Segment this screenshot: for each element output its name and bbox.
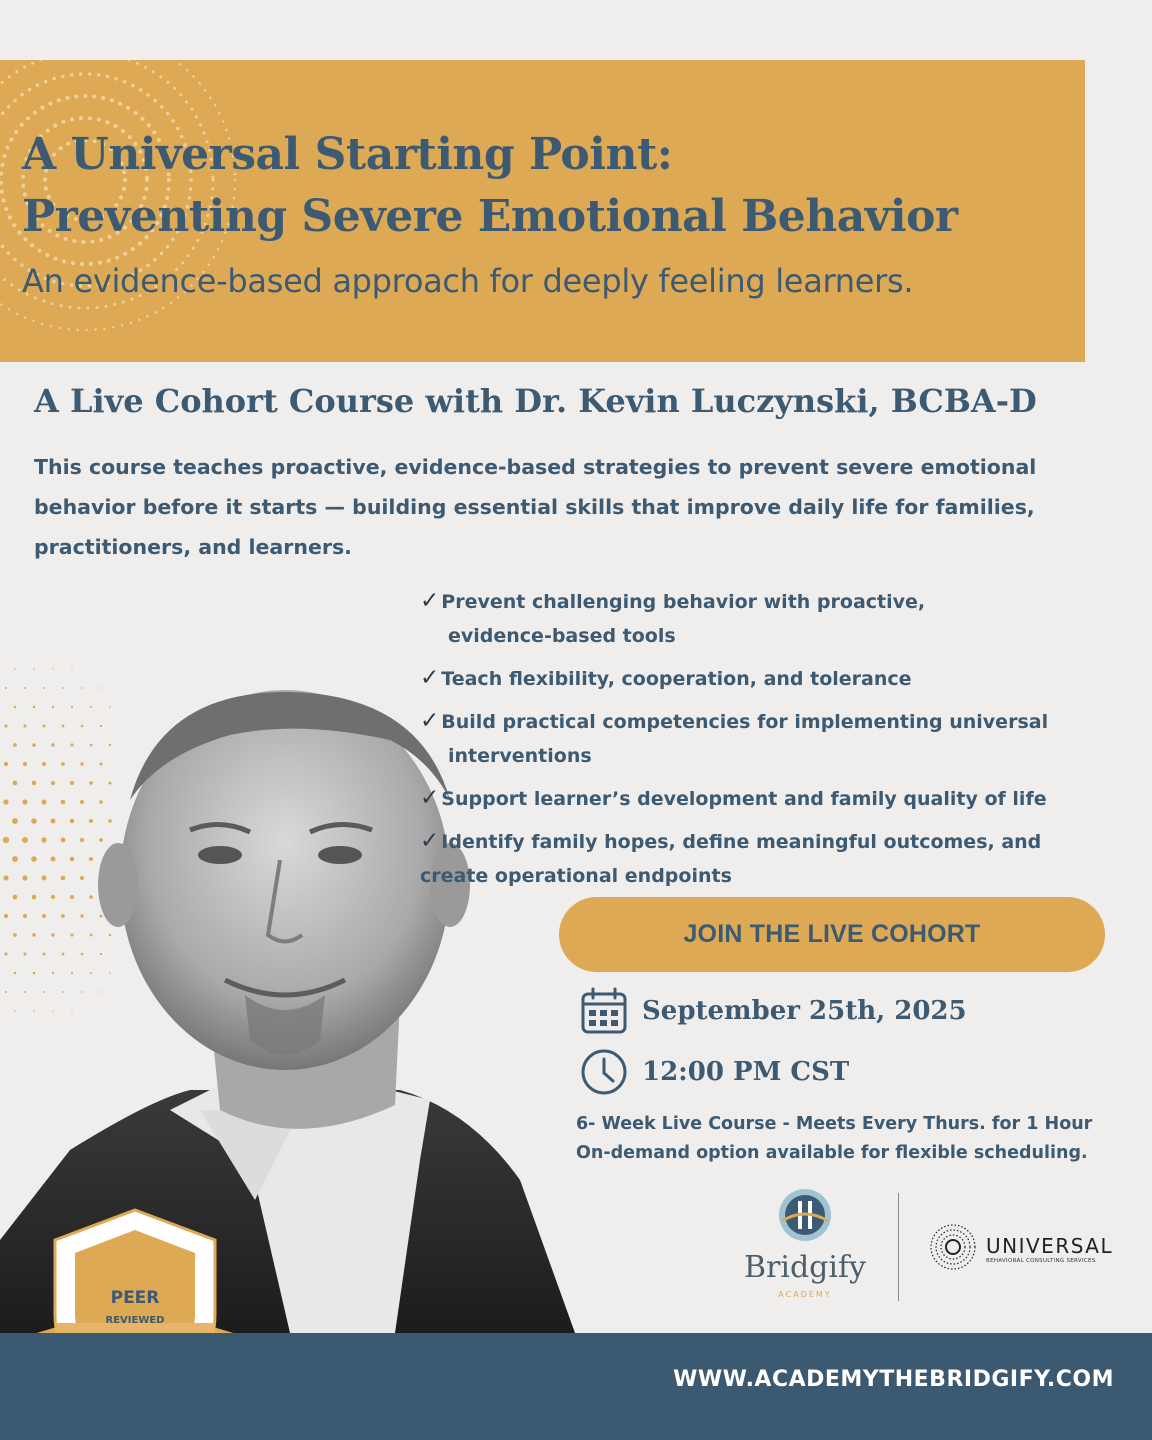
schedule-line-1: 6- Week Live Course - Meets Every Thurs. for 1 Hour [576,1114,1093,1134]
event-time-row [580,1048,849,1096]
page-subtitle: An evidence-based approach for deeply feeling learners. [22,262,914,300]
badge-line-2: REVIEWED [105,1315,165,1326]
checkmark-icon: ✓ [420,708,440,734]
schedule-line-2: On-demand option available for flexible scheduling. [576,1143,1088,1163]
bridgify-name: Bridgify [743,1250,867,1285]
checkmark-icon: ✓ [420,828,440,854]
schedule-details [576,1110,1092,1168]
page-title [22,124,958,248]
checkmark-icon: ✓ [420,785,440,811]
benefit-text-cont: interventions [448,745,592,767]
benefit-text: Build practical competencies for implementing universal [441,711,1049,733]
calendar-icon [580,987,628,1035]
course-instructor-heading: A Live Cohort Course with Dr. Kevin Luczynski, BCBA-D [34,382,1037,420]
benefit-item [420,584,1140,653]
join-cohort-button[interactable]: JOIN THE LIVE COHORT [559,897,1105,972]
universal-sub: BEHAVIORAL CONSULTING SERVICES [986,1258,1096,1264]
header-band [0,60,1085,362]
benefit-text: Identify family hopes, define meaningful outcomes, and [441,831,1042,853]
benefit-item [420,704,1140,773]
course-intro: This course teaches proactive, evidence-based strategies to prevent severe emotional behavior before it starts — building essential skills that improve daily life for families, practitioners, and learners. [34,455,1037,559]
title-line-2: Preventing Severe Emotional Behavior [22,191,958,242]
event-date: September 25th, 2025 [642,996,967,1026]
benefit-text-cont: evidence-based tools [448,625,676,647]
bridgify-sub: ACADEMY [778,1290,832,1299]
clock-icon [580,1048,628,1096]
universal-name: UNIVERSAL [986,1234,1114,1258]
event-time: 12:00 PM CST [642,1057,850,1087]
pattern-dot [14,668,16,670]
checkmark-icon: ✓ [420,588,440,614]
event-date-row [580,987,967,1035]
partner-logos [730,1185,1130,1315]
logo-divider [898,1193,899,1301]
title-line-1: A Universal Starting Point: [22,129,673,180]
bridgify-logo [730,1185,880,1255]
universal-logo [928,1222,978,1272]
benefit-text: Prevent challenging behavior with proactive, [441,591,926,613]
benefit-text-cont: create operational endpoints [420,865,732,887]
benefit-item [420,661,1140,696]
benefits-list [420,584,1140,901]
checkmark-icon: ✓ [420,665,440,691]
benefit-item [420,781,1140,816]
pattern-dot [71,668,72,669]
footer-bar [0,1333,1152,1440]
pattern-dot [52,668,53,669]
benefit-text: Support learner’s development and family quality of life [441,788,1047,810]
benefit-item [420,824,1140,893]
badge-line-1: PEER [110,1288,160,1308]
benefit-text: Teach flexibility, cooperation, and tolerance [441,668,912,690]
pattern-dot [33,668,34,669]
website-link[interactable]: WWW.ACADEMYTHEBRIDGIFY.COM [673,1367,1114,1392]
